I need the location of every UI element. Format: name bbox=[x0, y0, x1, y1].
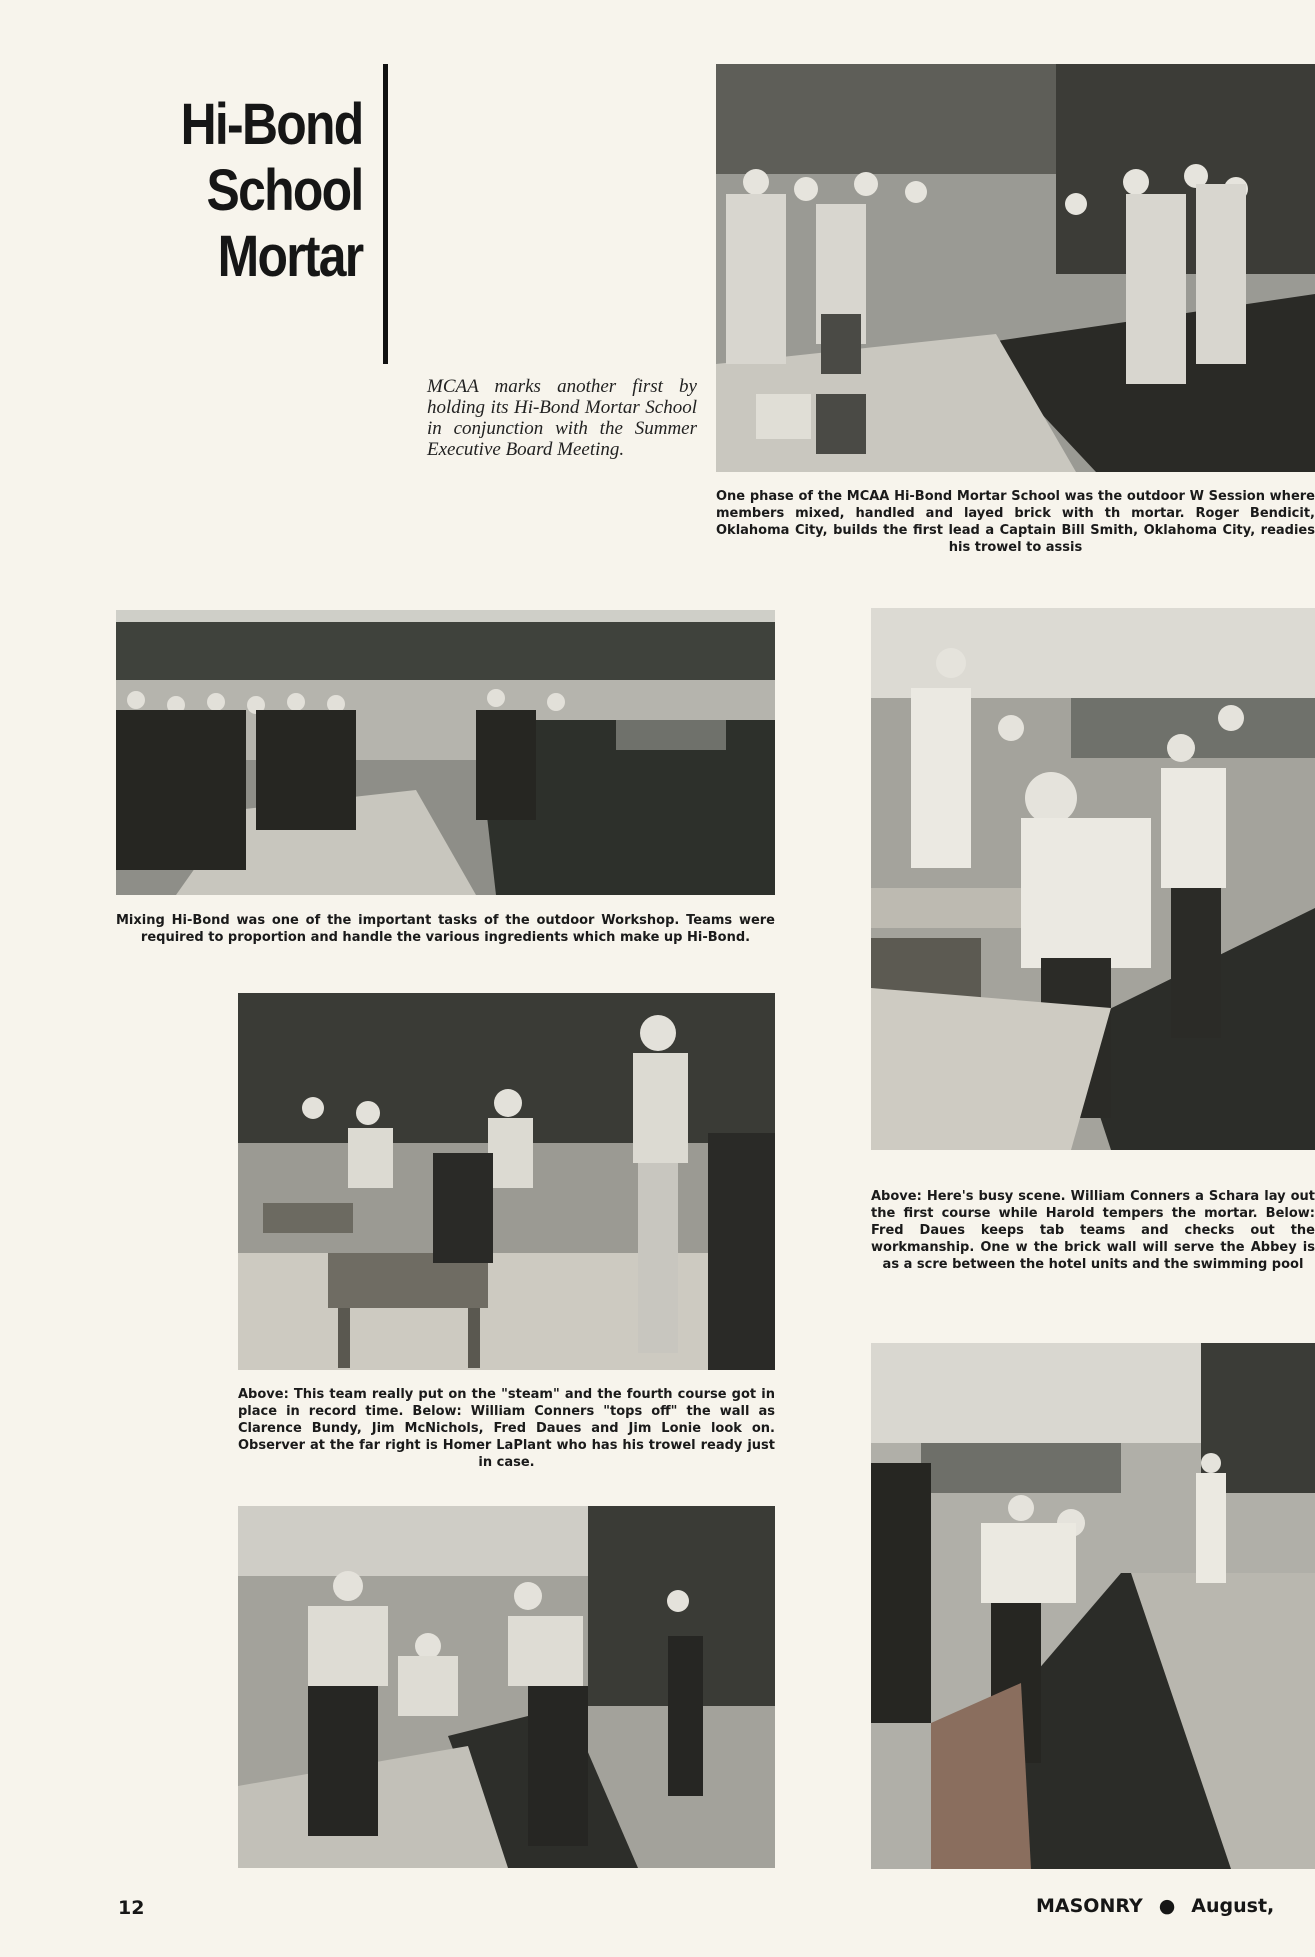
photo-busy-scene bbox=[871, 608, 1315, 1150]
caption-workshop-overview: One phase of the MCAA Hi-Bond Mortar School was the outdoor W Session where members mixed, handled and layed brick with th mortar. Roger Bendicit, Oklahoma City, builds the first lead a Captain Bill Smith, Oklahoma City, readies his trowel to assis bbox=[716, 489, 1315, 555]
page-number: 12 bbox=[118, 1897, 145, 1919]
photo-workshop-overview bbox=[716, 64, 1315, 472]
photo-team-steam bbox=[238, 993, 775, 1370]
photo-tops-off-wall bbox=[238, 1506, 775, 1868]
caption-mixing-workshop: Mixing Hi-Bond was one of the important tasks of the outdoor Workshop. Teams were required to proportion and handle the various ingredients which make up Hi-Bond. bbox=[116, 913, 775, 945]
title-rule bbox=[383, 64, 388, 364]
caption-team-steam: Above: This team really put on the "steam" and the fourth course got in place in record time. Below: William Conners "tops off" the wall as Clarence Bundy, Jim McNichols, Fred Daues and Jim Lonie look on. Observer at the far right is Homer LaPlant who has his trowel ready just in case. bbox=[238, 1387, 775, 1470]
caption-busy-scene: Above: Here's busy scene. William Conners a Schara lay out the first course while Harold tempers the mortar. Below: Fred Daues keeps tab teams and checks out the workmanship. One w the brick wall will serve the Abbey is as a scre between the hotel units and the swimming pool bbox=[871, 1189, 1315, 1272]
bullet-icon: ● bbox=[1158, 1895, 1176, 1917]
title-line-3: Mortar bbox=[217, 224, 362, 289]
title-line-2: School bbox=[206, 158, 362, 223]
publication-footer bbox=[1036, 1895, 1274, 1917]
publication-date: August, bbox=[1191, 1895, 1275, 1917]
title-line-1: Hi-Bond bbox=[180, 92, 362, 157]
article-title bbox=[180, 92, 362, 290]
photo-mixing-workshop bbox=[116, 610, 775, 895]
intro-paragraph: MCAA marks another first by holding its Hi-Bond Mortar School in conjunction with the Summer Executive Board Meeting. bbox=[427, 376, 697, 460]
publication-name: MASONRY bbox=[1036, 1895, 1143, 1917]
photo-brick-wall bbox=[871, 1343, 1315, 1869]
